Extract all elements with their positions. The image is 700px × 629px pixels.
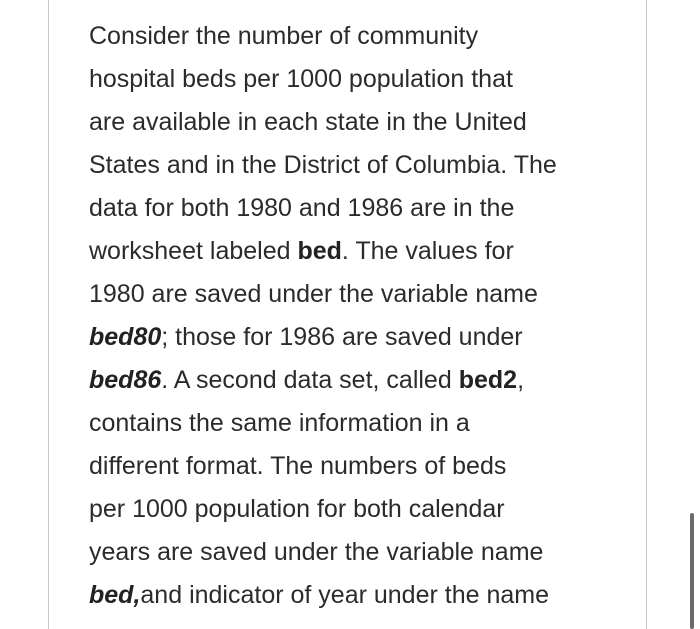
text-segment: contains the same information in a: [89, 409, 470, 437]
text-line: [89, 101, 634, 144]
text-line: [89, 144, 634, 187]
dataset-name-bed2: bed2: [458, 366, 518, 394]
text-segment: ,: [517, 366, 525, 394]
variable-name-bed80: bed80: [89, 323, 162, 351]
text-line: [89, 316, 634, 359]
text-segment: per 1000 population for both calendar: [89, 495, 505, 523]
text-line: [89, 359, 634, 402]
text-line: [89, 58, 634, 101]
text-line: [89, 574, 634, 617]
variable-name-bed: bed,: [89, 581, 141, 609]
text-segment: are available in each state in the United: [89, 108, 527, 136]
text-line: [89, 187, 634, 230]
text-segment: years are saved under the variable name: [89, 538, 544, 566]
text-segment: different format. The numbers of beds: [89, 452, 507, 480]
text-segment: 1980 are saved under the variable name: [89, 280, 538, 308]
text-segment: . The values for: [341, 237, 514, 265]
text-line: [89, 402, 634, 445]
text-segment: worksheet labeled: [89, 237, 298, 265]
scrollbar-thumb[interactable]: [690, 513, 694, 629]
text-line: [89, 273, 634, 316]
text-line: [89, 15, 634, 58]
text-segment: . A second data set, called: [161, 366, 459, 394]
dataset-name-bed: bed: [297, 237, 342, 265]
text-line: [89, 445, 634, 488]
text-segment: States and in the District of Columbia. The: [89, 151, 557, 179]
question-text: [89, 15, 634, 617]
text-segment: data for both 1980 and 1986 are in the: [89, 194, 515, 222]
text-segment: Consider the number of community: [89, 22, 479, 50]
text-line: [89, 230, 634, 273]
text-segment: and indicator of year under the name: [140, 581, 549, 609]
text-line: [89, 488, 634, 531]
text-line: [89, 531, 634, 574]
text-segment: ; those for 1986 are saved under: [161, 323, 523, 351]
variable-name-bed86: bed86: [89, 366, 162, 394]
text-segment: hospital beds per 1000 population that: [89, 65, 513, 93]
